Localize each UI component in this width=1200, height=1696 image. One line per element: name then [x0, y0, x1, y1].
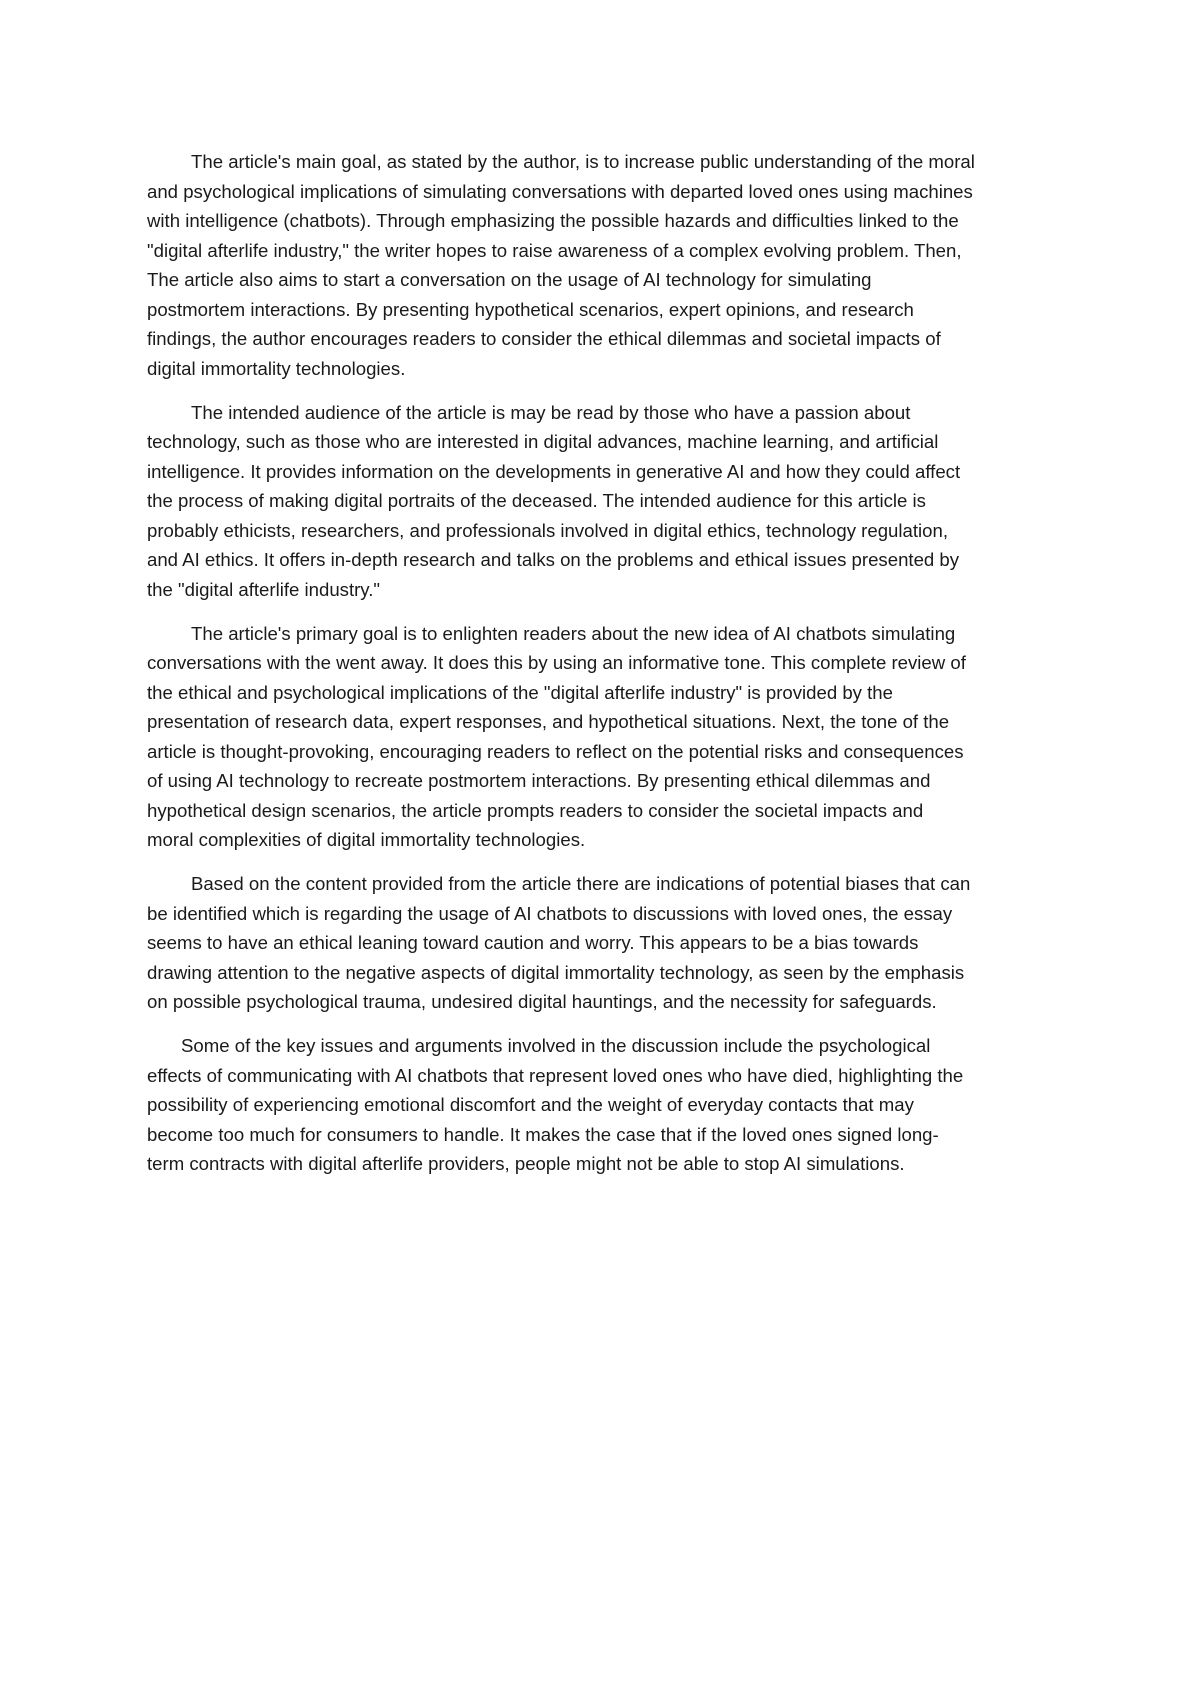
text-line: intelligence. It provides information on the developments in generative AI and how they could affect: [147, 460, 961, 482]
text-line: article is thought-provoking, encouraging readers to reflect on the potential risks and consequences: [147, 740, 964, 762]
text-line: be identified which is regarding the usage of AI chatbots to discussions with loved ones, the essay: [147, 902, 953, 924]
text-line: hypothetical design scenarios, the article prompts readers to consider the societal impacts and: [147, 799, 924, 821]
document-body: [147, 147, 1067, 1193]
text-line: possibility of experiencing emotional discomfort and the weight of everyday contacts that may: [147, 1094, 914, 1115]
text-line: probably ethicists, researchers, and professionals involved in digital ethics, technology regulation,: [147, 519, 949, 541]
text-line: Based on the content provided from the article there are indications of potential biases that can: [191, 873, 971, 894]
text-line: technology, such as those who are interested in digital advances, machine learning, and artificial: [147, 431, 939, 452]
text-line: on possible psychological trauma, undesired digital hauntings, and the necessity for safeguards.: [147, 991, 937, 1012]
text-line: drawing attention to the negative aspects of digital immortality technology, as seen by the emphasis: [147, 961, 965, 983]
text-line: and psychological implications of simulating conversations with departed loved ones using machines: [147, 180, 973, 202]
text-line: the ethical and psychological implications of the "digital afterlife industry" is provided by the: [147, 681, 893, 703]
paragraph-main-goal: [147, 147, 1067, 383]
text-line: conversations with the went away. It does this by using an informative tone. This complete review of: [147, 652, 966, 673]
text-line: and AI ethics. It offers in-depth research and talks on the problems and ethical issues presented by: [147, 549, 960, 570]
paragraph-tone: [147, 619, 1067, 855]
text-line: the process of making digital portraits of the deceased. The intended audience for this article is: [147, 490, 926, 511]
text-line: seems to have an ethical leaning toward caution and worry. This appears to be a bias towards: [147, 932, 919, 953]
text-line: of using AI technology to recreate postmortem interactions. By presenting ethical dilemmas and: [147, 770, 931, 791]
text-line: moral complexities of digital immortality technologies.: [147, 829, 586, 850]
text-line: the "digital afterlife industry.": [147, 578, 380, 600]
paragraph-intended-audience: [147, 398, 1067, 605]
paragraph-key-issues: [147, 1031, 1067, 1179]
text-line: Some of the key issues and arguments involved in the discussion include the psychological: [181, 1035, 931, 1056]
text-line: effects of communicating with AI chatbots that represent loved ones who have died, highlighting the: [147, 1064, 964, 1086]
text-line: digital immortality technologies.: [147, 357, 406, 379]
text-line: postmortem interactions. By presenting hypothetical scenarios, expert opinions, and research: [147, 298, 914, 320]
text-line: The article also aims to start a conversation on the usage of AI technology for simulating: [147, 269, 872, 290]
text-line: The article's primary goal is to enlighten readers about the new idea of AI chatbots simulating: [191, 622, 956, 644]
text-line: become too much for consumers to handle. It makes the case that if the loved ones signed long-: [147, 1123, 939, 1145]
text-line: The article's main goal, as stated by the author, is to increase public understanding of the moral: [191, 151, 975, 172]
text-line: term contracts with digital afterlife providers, people might not be able to stop AI simulations.: [147, 1153, 905, 1174]
text-line: "digital afterlife industry," the writer hopes to raise awareness of a complex evolving problem. Then,: [147, 239, 962, 261]
paragraph-biases: [147, 869, 1067, 1017]
text-line: findings, the author encourages readers to consider the ethical dilemmas and societal impacts of: [147, 328, 941, 349]
text-line: with intelligence (chatbots). Through emphasizing the possible hazards and difficulties linked to the: [147, 210, 959, 231]
text-line: presentation of research data, expert responses, and hypothetical situations. Next, the tone of the: [147, 711, 950, 732]
text-line: The intended audience of the article is may be read by those who have a passion about: [191, 401, 911, 423]
